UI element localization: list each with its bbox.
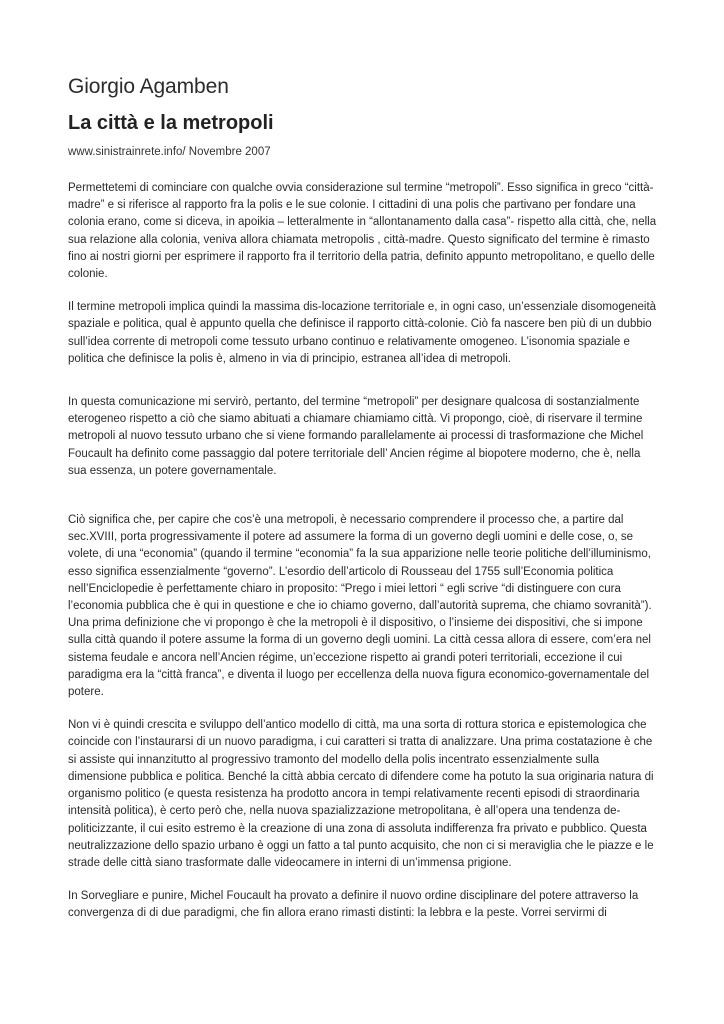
paragraph: In questa comunicazione mi servirò, pertanto, del termine “metropoli” per designare qualcosa di sostanzialmente eterogeneo rispetto a ciò che siamo abituati a chiamare chiamiamo città. Vi propongo, cioè, di riservare il termine metropoli al nuovo tessuto urbano che si viene formando parallelamente ai processi di trasformazione che Michel Foucault ha definito come passaggio dal potere territoriale dell’ Ancien régime al biopotere moderno, che è, nella sua essenza, un potere governamentale. [68,396,644,477]
paragraph: Ciò significa che, per capire che cos’è una metropoli, è necessario comprendere il processo che, a partire dal sec.XVIII, porta progressivamente il potere ad assumere la forma di un governo degli uomini e delle cose, o, se volete, di una “economia” (quando il termine “economia” fa la sua apparizione nelle teorie politiche dell’illuminismo, esso significa essenzialmente “governo”. L’esordio dell’articolo di Rousseau del 1755 sull’Economia politica nell’Enciclopedie è perfettamente chiaro in proposito: “Prego i miei lettori “ egli scrive “di distinguere con cura l’economia pubblica che è qui in questione e che io chiamo governo, dall’autorità suprema, che chiamo sovranità”). Una prima definizione che vi propongo è che la metropoli è il dispositivo, o l’insieme dei dispositivi, che si impone sulla città quando il potere assume la forma di un governo degli uomini. La città cessa allora di essere, com’era nel sistema feudale e ancora nell’Ancien régime, un’eccezione rispetto ai grandi poteri territoriali, eccezione il cui paradigma era la “città franca”, e diventa il luogo per eccellenza della nuova figura economico-governamentale del potere. [68,514,652,699]
paragraph: Non vi è quindi crescita e sviluppo dell’antico modello di città, ma una sorta di rottura storica e epistemologica che coincide con l’instaurarsi di un nuovo paradigma, i cui caratteri si tratta di analizzare. Una prima costatazione è che si assiste qui innanzitutto al progressivo tramonto del modello della polis incentrato essenzialmente sulla dimensione pubblica e politica. Benché la città abbia cercato di difendere come ha potuto la sua originaria natura di organismo politico (e questa resistenza ha prodotto ancora in tempi relativamente recenti episodi di straordinaria intensità politica), è certo però che, nella nuova spazializzazione metropolitana, è all’opera una tendenza de-politicizzante, il cui esito estremo è la creazione di una zona di assoluta indifferenza fra privato e pubblico. Questa neutralizzazione dello spazio urbano è oggi un fatto a tal punto acquisito, che non ci si meraviglia che le piazze e le strade delle città siano trasformate dalle videocamere in interni di un’immensa prigione. [68,719,654,869]
author-name: Giorgio Agamben [68,75,229,98]
paragraph: Permettetemi di cominciare con qualche ovvia considerazione sul termine “metropoli”. Esso significa in greco “città-madre” e si riferisce al rapporto fra la polis e le sue colonie. I cittadini di una polis che partivano per fondare una colonia erano, come si diceva, in apoikia – letteralmente in “allontanamento dalla casa”- rispetto alla città, che, nella sua relazione alla colonia, veniva allora chiamata metropolis , città-madre. Questo significato del termine è rimasto fino ai nostri giorni per esprimere il rapporto fra il territorio della patria, definito appunto metropolitano, e quello delle colonie. [68,182,657,281]
paragraph: In Sorvegliare e punire, Michel Foucault ha provato a definire il nuovo ordine disciplinare del potere attraverso la convergenza di di due paradigmi, che fin allora erano rimasti distinti: la lebbra e la peste. Vorrei servirmi di [68,890,639,920]
paragraph: Il termine metropoli implica quindi la massima dis-locazione territoriale e, in ogni caso, un’essenziale disomogeneità spaziale e politica, qual è appunto quella che definisce il rapporto città-colonie. Ciò fa nascere ben più di un dubbio sull’idea corrente di metropoli come tessuto urbano continuo e relativamente omogeneo. L’isonomia spaziale e politica che definisce la polis è, almeno in via di principio, estranea all’idea di metropoli. [68,301,657,365]
article-title: La città e la metropoli [68,112,274,134]
source-line: www.sinistrainrete.info/ Novembre 2007 [68,146,271,158]
document-page [68,72,658,923]
